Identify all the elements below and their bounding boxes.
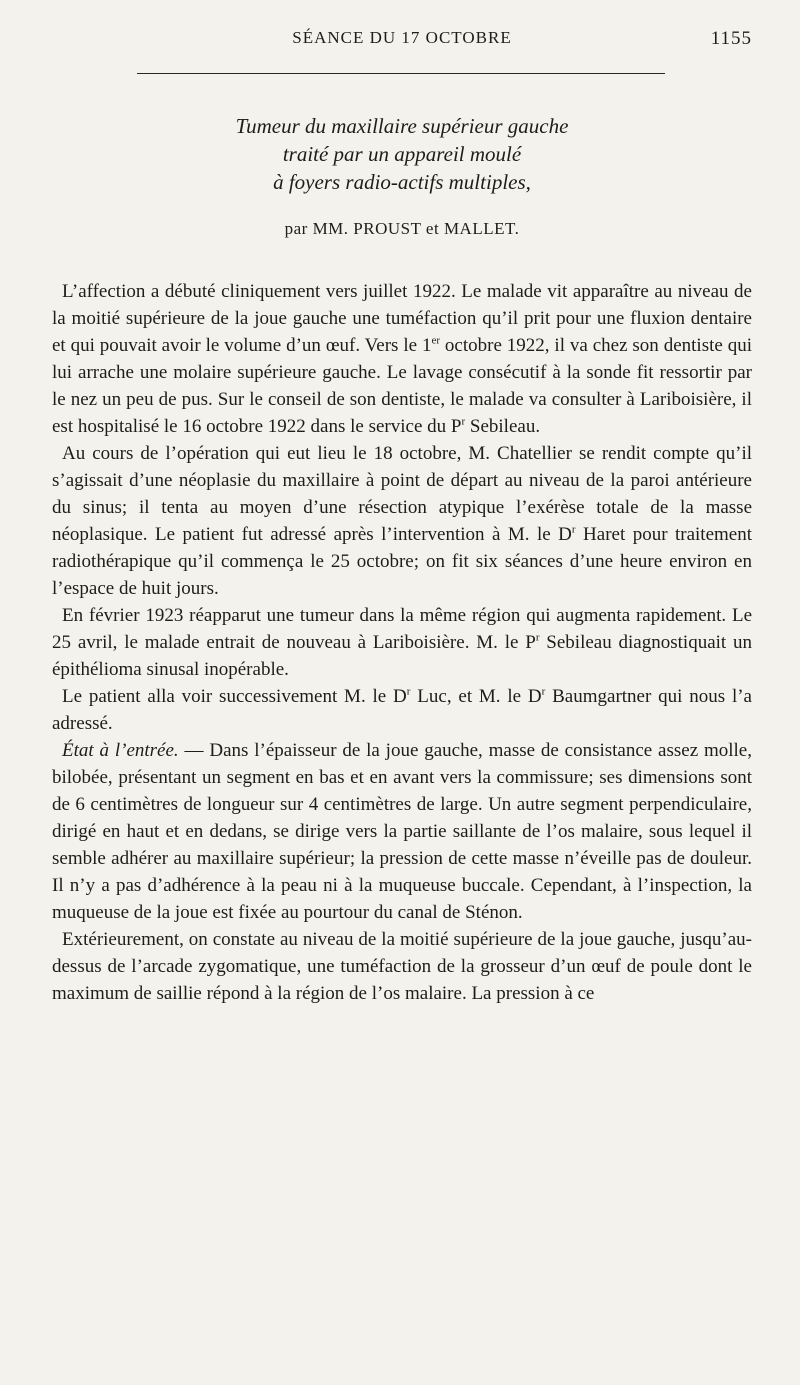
text-run: Au cours de l’opération qui eut lieu le 18 octobre, M. Chatellier se rendit compte qu’il s’agissait d’une néoplasie du maxillaire à point de départ au niveau de la paroi antérieure du sinus; il tenta au moyen d’une résection atypique l’exérèse totale de la masse néoplasique. Le patient fut adressé après l’intervention à M. le D [52, 443, 752, 545]
superscript: r [541, 685, 546, 698]
text-run: Sebileau. [465, 416, 541, 437]
text-run: L’affection a débuté cliniquement vers juillet 1922. Le malade vit apparaître au niveau de la moitié supérieure de la joue gauche une tuméfaction qu’il prit pour une fluxion dentaire et qui pouvait avoir le volume d’un œuf. Vers le 1 [52, 281, 752, 356]
superscript: r [461, 415, 466, 428]
text-run: Le patient alla voir successivement M. le D [62, 686, 407, 707]
superscript: r [406, 685, 411, 698]
body-paragraph [52, 602, 752, 683]
header-rule [137, 73, 665, 74]
superscript: r [535, 631, 540, 644]
text-run: — Dans l’épaisseur de la joue gauche, masse de consistance assez molle, bilobée, présentant un segment en bas et en avant vers la commissure; ses dimensions sont de 6 centimètres de longueur sur 4 centimètres de large. Un autre segment perpendiculaire, dirigé en haut et en dedans, se dirige vers la partie saillante de l’os malaire, sous lequel il semble adhérer au maxillaire supérieur; la pression de cette masse n’éveille pas de douleur. Il n’y a pas d’adhérence à la peau ni à la muqueuse buccale. Cependant, à l’inspection, la muqueuse de la joue est fixée au pourtour du canal de Sténon. [52, 740, 752, 923]
body-paragraph [52, 683, 752, 737]
authors-line: par MM. PROUST et MALLET. [284, 219, 520, 238]
page-number: 1155 [710, 28, 752, 49]
body-paragraph [52, 278, 752, 440]
text-run: Haret pour traitement radiothérapique qu’il commença le 25 octobre; on fit six séances d’une heure environ en l’espace de huit jours. [52, 524, 753, 599]
superscript: r [571, 523, 576, 536]
running-header [52, 28, 752, 54]
text-run: octobre 1922, il va chez son dentiste qui lui arrache une molaire supérieure gauche. Le lavage consécutif à la sonde fit ressortir par le nez un peu de pus. Sur le conseil de son dentiste, le malade va consulter à Lariboisière, il est hospitalisé le 16 octobre 1922 dans le service du P [52, 335, 752, 437]
body-paragraph [52, 440, 752, 602]
text-run: Sebileau diagnostiquait un épithélioma sinusal inopérable. [52, 632, 752, 680]
body-paragraph [52, 737, 752, 926]
article-title [52, 112, 752, 196]
text-run: Luc, et M. le D [410, 686, 542, 707]
title-line: Tumeur du maxillaire supérieur gauche [235, 114, 569, 138]
title-line: à foyers radio-actifs multiples, [273, 170, 531, 194]
body-paragraph [52, 926, 752, 1007]
text-run: Baumgartner qui nous l’a adressé. [52, 686, 752, 734]
text-run: Extérieurement, on constate au niveau de la moitié supérieure de la joue gauche, jusqu’au-dessus de l’arcade zygomatique, une tuméfaction de la grosseur d’un œuf de poule dont le maximum de saillie répond à la région de l’os malaire. La pression à ce [52, 929, 752, 1004]
superscript: er [431, 334, 441, 347]
running-title: SÉANCE DU 17 OCTOBRE [292, 28, 512, 47]
paragraph-lead: État à l’entrée. [62, 740, 179, 761]
text-run: En février 1923 réapparut une tumeur dans la même région qui augmenta rapidement. Le 25 avril, le malade entrait de nouveau à Lariboisière. M. le P [52, 605, 752, 653]
article-body [52, 278, 752, 1007]
title-line: traité par un appareil moulé [282, 142, 522, 166]
